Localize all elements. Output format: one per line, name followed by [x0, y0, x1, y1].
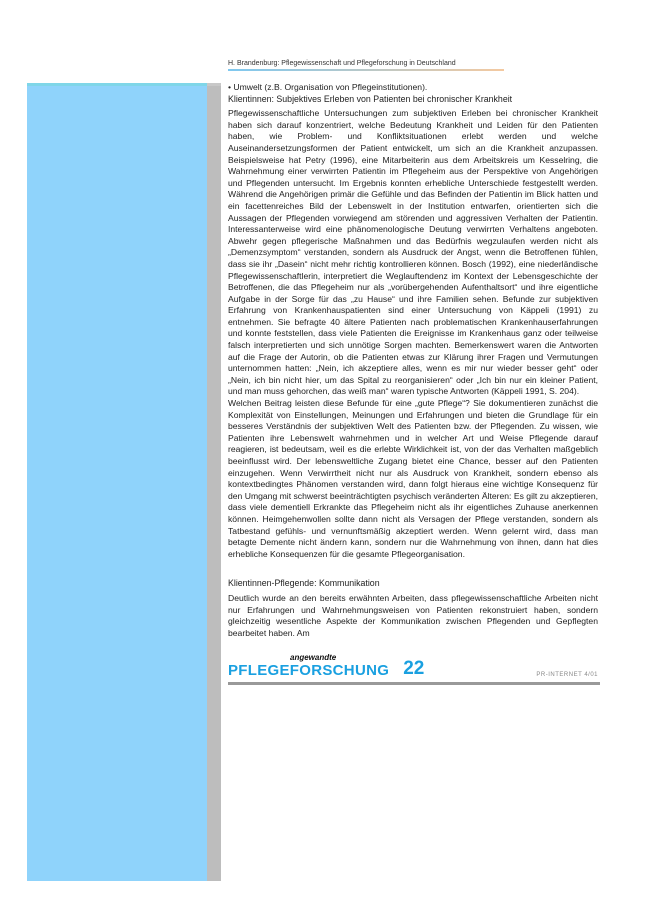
- page-footer: [228, 653, 598, 679]
- paragraph: Welchen Beitrag leisten diese Befunde für eine „gute Pflege“? Sie dokumentieren zunächst die Komplexität von Einstellungen, Meinungen und Erfahrungen und bieten die Grundlage für ein besseres Verständnis der subjektiven Welt des Patienten bzw. der Pflegenden. Zu wissen, wie Patienten ihre Lebenswelt wahrnehmen und in welcher Art und Weise Pflegende darauf reagieren, ist bedeutsam, weil es die erlebte Wirklichkeit ist, von der das Verhalten maßgeblich beeinflusst wird. Der lebensweltliche Zugang bietet eine Chance, besser auf den Patienten einzugehen. Wenn Verwirrtheit nicht nur als Ausdruck von Krankheit, sondern ebenso als kontextbedingtes Phänomen verstanden wird, dann folgt hieraus eine wichtige Konsequenz für den Umgang mit schwerst beeinträchtigten psychisch veränderten Älteren: Es gilt zu akzeptieren, dass viele dementiell Erkrankte das Pflegeheim nicht als ihr eigentliches Zuhause anerkennen können. Heimgehenwollen sollte dann nicht als Versagen der Pflege verstanden, sondern als Tatbestand gefühls- und vernunftsmäßig akzeptiert werden. Wenn gelernt wird, dass man betagte Demente nicht ändern kann, sondern nur die Wahrnehmung von ihnen, dann hat dies erhebliche Konsequenzen für die gesamte Pflegeorganisation.: [228, 398, 598, 559]
- journal-logo-block: [228, 653, 389, 679]
- header-rule: [228, 69, 504, 71]
- footer-rule: [228, 682, 600, 685]
- logo-subtitle: angewandte: [290, 653, 337, 663]
- issue-label: PR-INTERNET 4/01: [536, 672, 598, 679]
- page-content: [228, 59, 598, 685]
- running-header: H. Brandenburg: Pflegewissenschaft und Pflegeforschung in Deutschland: [228, 60, 456, 67]
- sidebar-strip: [207, 83, 221, 881]
- section-heading-2: Klientinnen-Pflegende: Kommunikation: [228, 578, 380, 589]
- journal-logo: PFLEGEFORSCHUNG: [228, 662, 390, 680]
- bullet-item: • Umwelt (z.B. Organisation von Pflegeinstitutionen).: [228, 82, 428, 92]
- paragraph: Pflegewissenschaftliche Untersuchungen zum subjektiven Erleben bei chronischer Krankheit haben sich darauf konzentriert, welche Bedeutung Krankheit und Leiden für den Patienten haben, wie Problem- und Konfliktsituationen erlebt werden und welche Auseinandersetzungsformen der Patient entwickelt, um sich an die Krankheit anzupassen. Beispielsweise hat Petry (1996), eine Mitarbeiterin aus dem Arbeitskreis um Kesselring, die Wahrnehmung einer verwirrten Patientin im Pflegeheim aus der Perspektive von Angehörigen und Pflegenden untersucht. Im Ergebnis konnten erhebliche Unterschiede festgestellt werden. Während die Angehörigen primär die Gefühle und das Befinden der Patientin im Blick hatten und ein facettenreiches Bild der Lebenswelt in der Institution entwarfen, orientierten sich die Aussagen der Pflegenden vorwiegend am störenden und aggressiven Verhalten der Patientin. Interessanterweise wird eine phänomenologische Deutung verwirrten Verhaltens angeboten. Abwehr gegen pflegerische Maßnahmen und das Bedürfnis wegzulaufen werden nicht als „Demenzsymptom“ verstanden, sondern als Ausdruck der Angst, wenn die Betroffenen fühlen, dass sie ihr „Dasein“ nicht mehr richtig kontrollieren können. Bosch (1992), eine niederländische Pflegewissenschaftlerin, interpretiert die Weglauftendenz im Kontext der Lebensgeschichte der Betroffenen, die das Pflegeheim nur als „vorübergehenden Aufenthaltsort“ und ihre eigentliche Aufgabe in der Sorge für das „zu Hause“ und ihre Familien sehen. Befunde zur subjektiven Erfahrung von Krankenhauspatienten sind einer Untersuchung von Käppeli (1991) zu entnehmen. Sie befragte 40 ältere Patienten nach problematischen Krankenhauserfahrungen und konnte feststellen, dass viele Patienten die Ereignisse im Krankenhaus ganz oder teilweise falsch interpretierten und sich unnötige Sorgen machten. Bemerkenswert waren die Antworten auf die Frage der Autorin, ob die Patienten etwas zur Klärung ihrer Fragen und Vermutungen unternommen hatten: „Nein, ich akzeptiere alles, wenn es mir nur wieder besser geht“ oder „Nein, ich bin nicht hier, um das Spital zu reorganisieren“ oder „Ich bin nur ein kleiner Patient, und man muss gehorchen, das weiß man“ waren typische Antworten (Käppeli 1991, S. 204).: [228, 108, 598, 397]
- decorative-sidebar: [27, 83, 207, 881]
- page-number: 22: [403, 658, 425, 680]
- paragraph: Deutlich wurde an den bereits erwähnten Arbeiten, dass pflegewissenschaftliche Arbeiten nicht nur Erfahrungen und Wahrnehmungsweisen von Patienten rekonstruiert haben, sondern gleichzeitig wesentliche Aspekte der Kommunikation zwischen Pflegenden und Gepflegten bearbeitet haben. Am: [228, 592, 598, 638]
- section-heading-1: Klientinnen: Subjektives Erleben von Patienten bei chronischer Krankheit: [228, 93, 513, 104]
- main-column: [228, 82, 598, 639]
